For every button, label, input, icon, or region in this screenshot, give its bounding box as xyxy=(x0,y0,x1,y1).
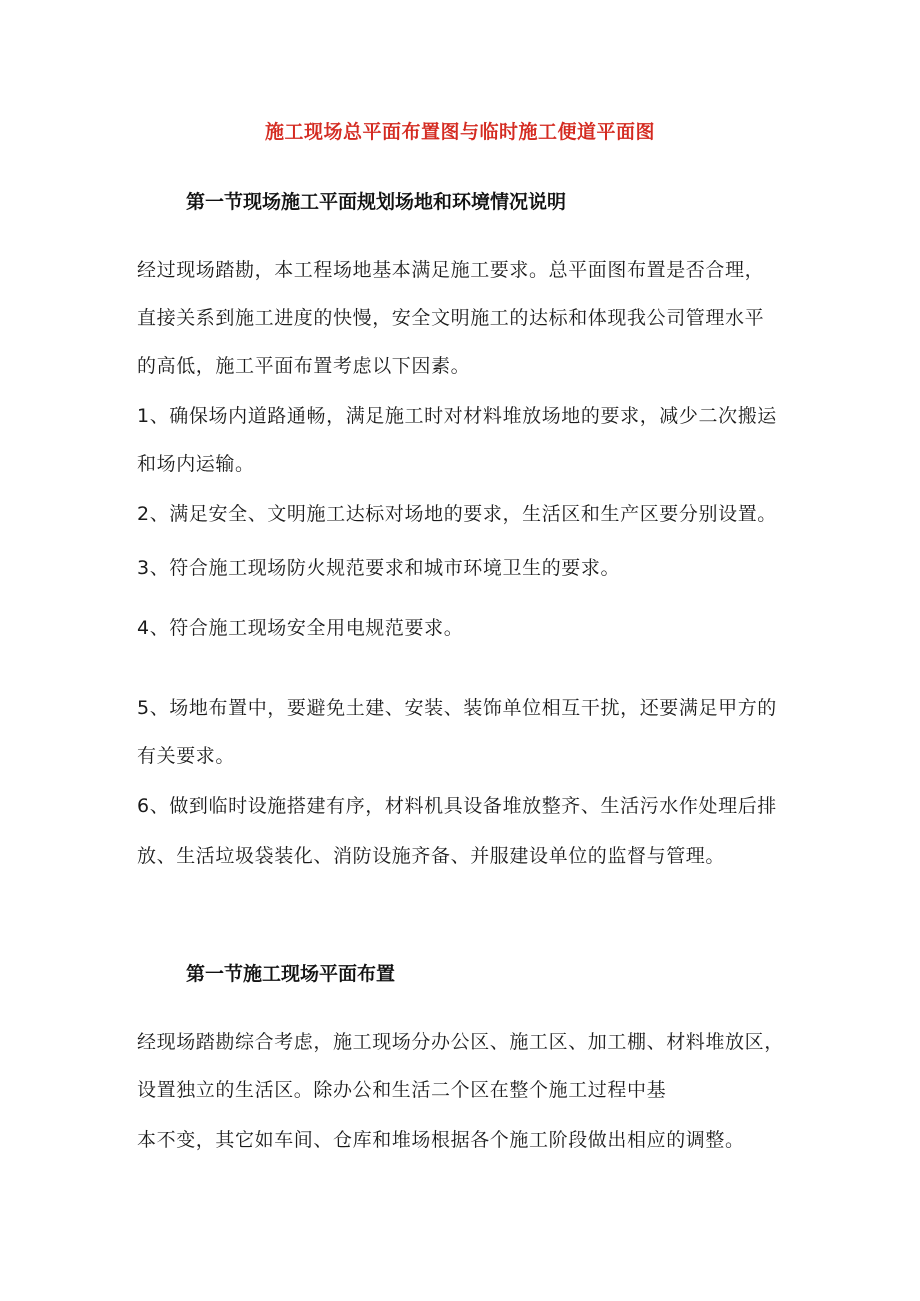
section-heading-site-planning: 第一节现场施工平面规划场地和环境情况说明 xyxy=(186,191,567,213)
list-item-4: 4、符合施工现场安全用电规范要求。 xyxy=(137,617,464,639)
paragraph-line: 直接关系到施工进度的快慢，安全文明施工的达标和体现我公司管理水平 xyxy=(137,307,765,329)
section-heading-site-layout: 第一节施工现场平面布置 xyxy=(186,963,396,985)
paragraph-line: 经过现场踏勘，本工程场地基本满足施工要求。总平面图布置是否合理， xyxy=(137,259,765,281)
list-item-3: 3、符合施工现场防火规范要求和城市环境卫生的要求。 xyxy=(137,557,621,579)
list-item-2: 2、满足安全、文明施工达标对场地的要求，生活区和生产区要分别设置。 xyxy=(137,503,777,525)
list-item-6-continued: 放、生活垃圾袋装化、消防设施齐备、并服建设单位的监督与管理。 xyxy=(137,845,726,867)
document-title: 施工现场总平面布置图与临时施工便道平面图 xyxy=(264,121,655,143)
list-item-1: 1、确保场内道路通畅，满足施工时对材料堆放场地的要求，减少二次搬运 xyxy=(137,405,777,427)
paragraph-line: 设置独立的生活区。除办公和生活二个区在整个施工过程中基 xyxy=(137,1079,667,1101)
paragraph-line: 的高低，施工平面布置考虑以下因素。 xyxy=(137,355,471,377)
list-item-6: 6、做到临时设施搭建有序，材料机具设备堆放整齐、生活污水作处理后排 xyxy=(137,795,777,817)
list-item-5-continued: 有关要求。 xyxy=(137,745,236,767)
list-item-1-continued: 和场内运输。 xyxy=(137,453,255,475)
paragraph-line: 经现场踏勘综合考虑，施工现场分办公区、施工区、加工棚、材料堆放区， xyxy=(137,1031,784,1053)
paragraph-line: 本不变，其它如车间、仓库和堆场根据各个施工阶段做出相应的调整。 xyxy=(137,1129,745,1151)
list-item-5: 5、场地布置中，要避免土建、安装、装饰单位相互干扰，还要满足甲方的 xyxy=(137,697,777,719)
